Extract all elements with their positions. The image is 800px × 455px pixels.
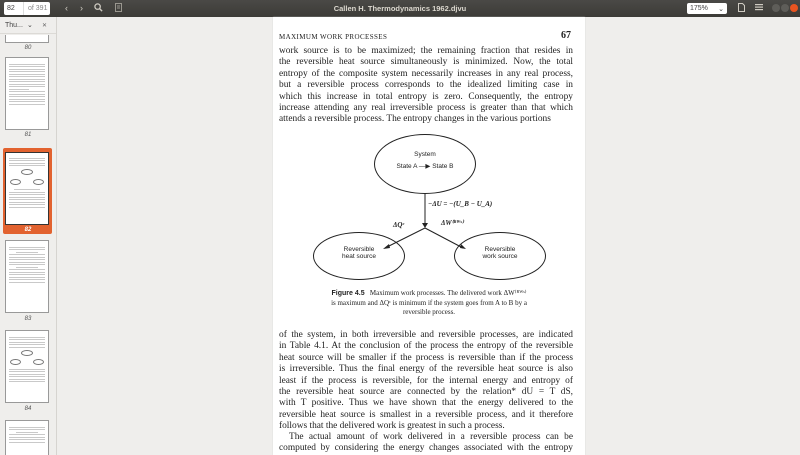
thumbnail-label: 84 [24, 406, 32, 412]
thumbnail-label: 80 [24, 45, 32, 51]
thumbnail-page[interactable] [5, 35, 49, 43]
thumbnail-label: 81 [24, 132, 32, 138]
zoom-select[interactable] [687, 3, 727, 14]
sidebar-mode-select[interactable]: Thu... [5, 21, 23, 29]
page-number: 67 [561, 30, 571, 41]
annotate-icon[interactable] [113, 3, 124, 14]
delta-q-label: ΔQᶜ [393, 221, 405, 229]
thumbnail-page[interactable] [5, 57, 49, 130]
thumbnail-page[interactable] [5, 330, 49, 403]
search-icon[interactable] [93, 3, 104, 14]
document-page [273, 17, 585, 455]
total-pages-label: of 391 [28, 5, 48, 12]
thumbnail-label: 83 [24, 316, 32, 322]
close-button[interactable] [790, 4, 798, 12]
header-bar [0, 0, 800, 17]
menu-icon[interactable] [753, 3, 764, 14]
figure-4-5 [273, 17, 585, 317]
close-sidebar-icon[interactable]: ✕ [42, 22, 48, 29]
zoom-value: 175% [690, 5, 708, 12]
forward-icon[interactable]: › [80, 3, 83, 13]
delta-u-label: −ΔU = −(U_B − U_A) [428, 200, 493, 208]
system-ellipse: System State A —▶ State B [374, 134, 476, 194]
thumbnail-page[interactable] [5, 240, 49, 313]
chevron-down-icon[interactable]: ⌄ [27, 22, 33, 29]
thumbnail-label: 82 [24, 227, 32, 233]
maximize-button[interactable] [781, 4, 789, 12]
page-number-field[interactable] [4, 2, 50, 15]
paragraph-3: The actual amount of work delivered in a reversible process can be computed by considering the energy changes associated with the entropy [279, 432, 573, 454]
back-icon[interactable]: ‹ [65, 3, 68, 13]
chevron-down-icon: ⌄ [718, 5, 724, 13]
figure-arrows [273, 17, 585, 277]
figure-caption: Figure 4.5 Maximum work processes. The delivered work ΔW⁽ᴿᵂˢ⁾ is maximum and ΔQᶜ is minimum if the system goes from A to B by a reversible process. [331, 289, 527, 316]
paragraph-1: work source is to be maximized; the remaining fraction that resides in the reversible heat source simultaneously is minimized. Now, the total entropy of the composite system necessarily increases in any real process, but a reversible process corresponds to the idealized limiting case in which this increase in total entropy is zero. Consequently, the entropy increase attending any real irreversible process is greater than that which attends a reversible process. The entropy changes in the various portions [279, 46, 573, 125]
sidebar-header [0, 17, 56, 34]
thumbnail-page[interactable] [5, 420, 49, 455]
work-source-ellipse: Reversible work source [454, 232, 546, 280]
document-viewer[interactable] [58, 17, 800, 455]
save-icon[interactable] [736, 3, 747, 14]
minimize-button[interactable] [772, 4, 780, 12]
delta-w-label: ΔW⁽ᴿᵂˢ⁾ [441, 219, 464, 227]
thumbnail-page-selected[interactable] [5, 152, 49, 225]
paragraph-2: of the system, in both irreversible and reversible processes, are indicated in Table 4.1. At the conclusion of the process the entropy of the reversible heat source will be smaller if the process is reversible than if the process is irreversible. Thus the final energy of the reversible heat source is also least if the process is reversible, for the internal energy and entropy of the reversible heat source are connected by the relation* dU = T dS, with T positive. Thus we have shown that the energy delivered to the reversible heat source is smallest in a reversible process, and it therefore follows that the delivered work is greatest in such a process. [279, 330, 573, 432]
running-head: MAXIMUM WORK PROCESSES [279, 33, 388, 41]
thumbnail-sidebar [0, 17, 57, 455]
window-title: Callen H. Thermodynamics 1962.djvu [333, 4, 467, 13]
current-page-input[interactable]: 82 [4, 2, 24, 15]
heat-source-ellipse: Reversible heat source [313, 232, 405, 280]
